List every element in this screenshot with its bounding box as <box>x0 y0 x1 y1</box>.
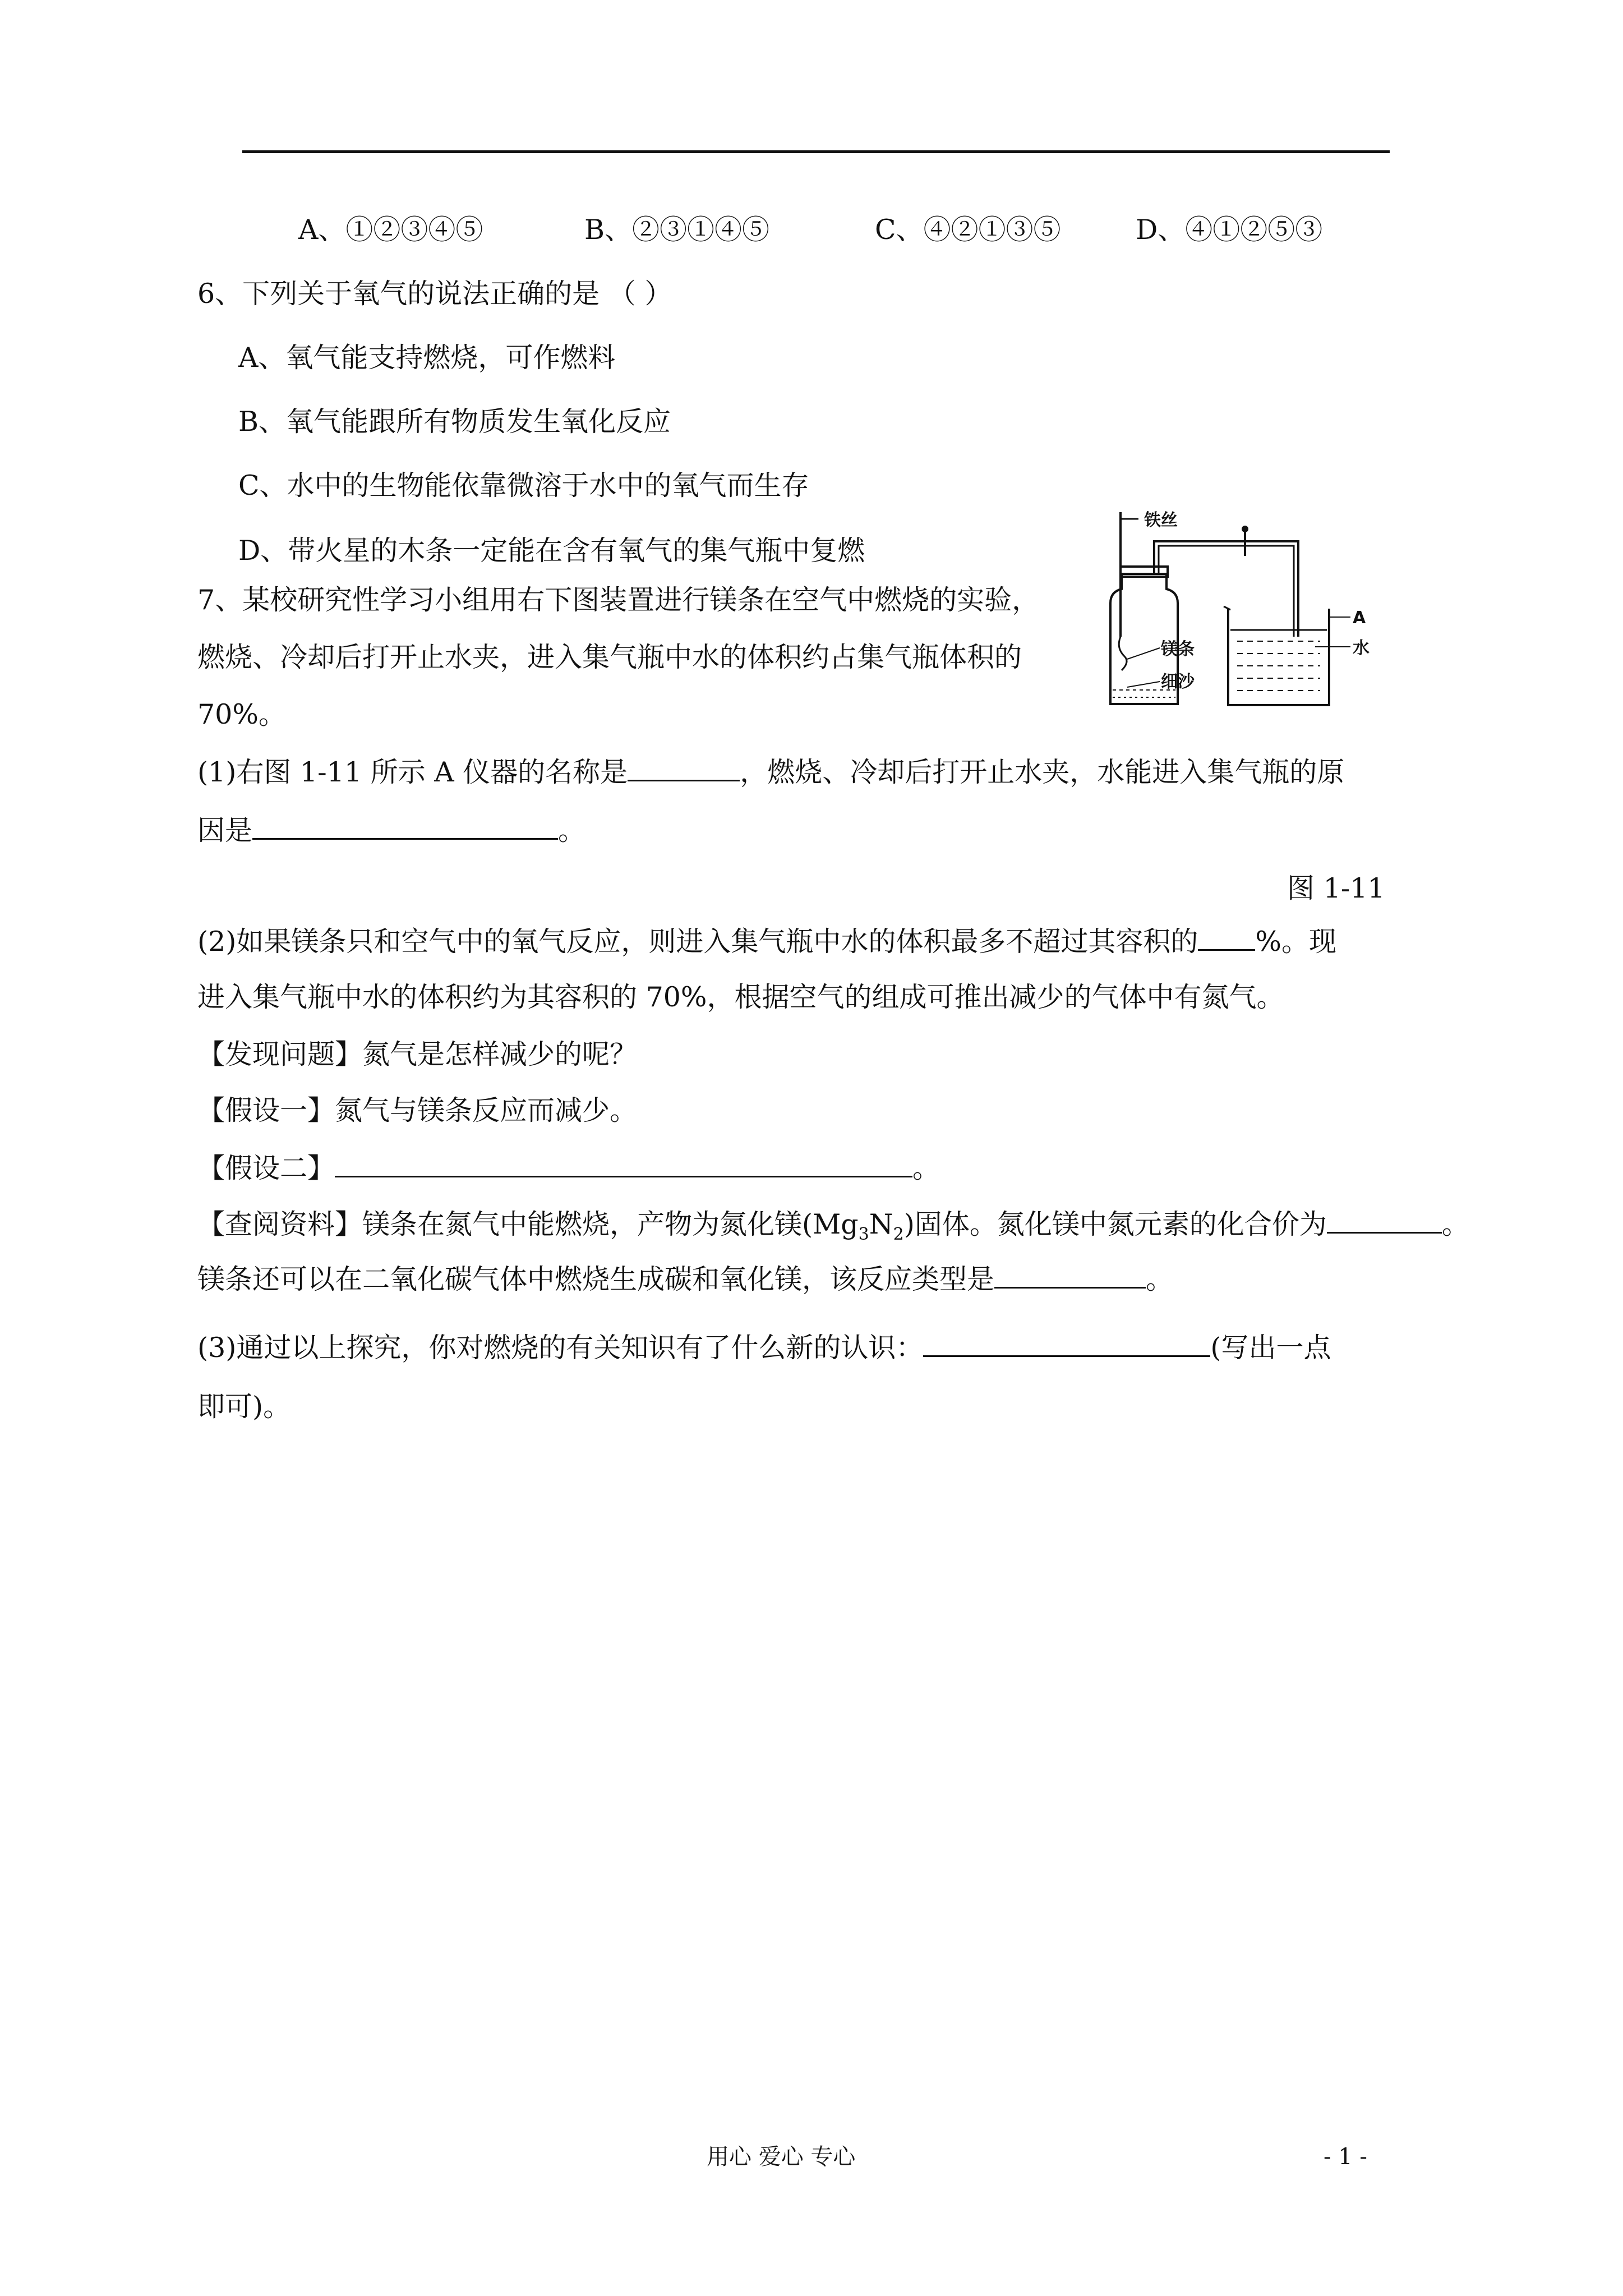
figure-caption: 图 1-11 <box>1287 872 1385 904</box>
hypothesis-2-end: 。 <box>912 1152 940 1184</box>
q7-part2-line-2: 进入集气瓶中水的体积约为其容积的 70%，根据空气的组成可推出减少的气体中有氮气。 <box>197 981 1284 1013</box>
page-number: - 1 - <box>1324 2144 1367 2170</box>
q7-part3-line-1 <box>197 1331 1331 1365</box>
problem-text: 氮气是怎样减少的呢？ <box>362 1038 638 1070</box>
footer-motto: 用心 爱心 专心 <box>707 2144 856 2170</box>
hypothesis-1-text: 氮气与镁条反应而减少。 <box>335 1094 638 1126</box>
q6-option-c: C、水中的生物能依靠微溶于水中的氧气而生存 <box>238 470 809 501</box>
label-water: 水 <box>1353 638 1370 658</box>
reference-line-1 <box>197 1207 1469 1251</box>
q7-part3-text-a: (3)通过以上探究，你对燃烧的有关知识有了什么新的认识： <box>197 1332 924 1364</box>
label-a: A <box>1353 608 1366 628</box>
q6-option-a: A、氧气能支持燃烧，可作燃料 <box>238 342 616 374</box>
problem-line <box>197 1038 637 1071</box>
q6-stem: 6、下列关于氧气的说法正确的是 （ ） <box>197 278 672 310</box>
reference-2-end: 。 <box>1146 1263 1174 1295</box>
label-magnesium: 镁条 <box>1161 639 1195 659</box>
reference-2-text: 镁条还可以在二氧化碳气体中燃烧生成碳和氧化镁，该反应类型是 <box>197 1263 995 1295</box>
reference-text-b: N <box>869 1208 893 1240</box>
hypothesis-2-line <box>197 1151 940 1185</box>
q7-part1-text-a: (1)右图 1-11 所示 A 仪器的名称是 <box>197 756 628 788</box>
reference-subscript-2: 2 <box>893 1224 904 1244</box>
q7-part2-text-b: %。现 <box>1255 926 1336 958</box>
q5-option-a: A、①②③④⑤ <box>298 214 483 246</box>
q7-part1-text-c: 因是 <box>197 815 253 846</box>
q7-part2-line-1 <box>197 924 1336 959</box>
label-sand: 细沙 <box>1161 672 1195 692</box>
q7-part1-line-1 <box>197 755 1344 789</box>
q5-option-b: B、②③①④⑤ <box>584 214 770 246</box>
q7-intro-line-3: 70%。 <box>197 698 286 730</box>
reference-end: 。 <box>1441 1208 1469 1240</box>
q7-part3-line-2: 即可)。 <box>197 1391 291 1423</box>
label-iron-wire: 铁丝 <box>1144 510 1178 530</box>
reference-line-2 <box>197 1262 1173 1296</box>
q7-part1-line-2 <box>197 813 585 848</box>
answer-blank-hypothesis-2[interactable] <box>335 1151 912 1177</box>
apparatus-diagram <box>1094 502 1408 710</box>
hypothesis-2-tag: 【假设二】 <box>197 1152 335 1184</box>
q7-intro-line-2: 燃烧、冷却后打开止水夹，进入集气瓶中水的体积约占集气瓶体积的 <box>197 641 1022 673</box>
q5-option-c: C、④②①③⑤ <box>875 214 1061 246</box>
reference-text-a: 镁条在氮气中能燃烧，产物为氮化镁(Mg <box>362 1208 859 1240</box>
header-rule <box>242 150 1390 153</box>
q7-part1-text-d: 。 <box>558 815 586 846</box>
reference-text-c: )固体。氮化镁中氮元素的化合价为 <box>903 1208 1327 1240</box>
problem-tag: 【发现问题】 <box>197 1038 363 1070</box>
q5-option-d: D、④①②⑤③ <box>1136 214 1323 246</box>
answer-blank-new-understanding[interactable] <box>923 1331 1210 1357</box>
q7-part3-text-b: (写出一点 <box>1210 1332 1331 1364</box>
q7-part2-text-a: (2)如果镁条只和空气中的氧气反应，则进入集气瓶中水的体积最多不超过其容积的 <box>197 926 1198 958</box>
hypothesis-1-tag: 【假设一】 <box>197 1094 335 1126</box>
answer-blank-percent[interactable] <box>1198 924 1255 951</box>
q7-intro-line-1: 7、某校研究性学习小组用右下图装置进行镁条在空气中燃烧的实验， <box>197 584 1040 616</box>
q6-option-d: D、带火星的木条一定能在含有氧气的集气瓶中复燃 <box>238 535 865 567</box>
q6-option-b: B、氧气能跟所有物质发生氧化反应 <box>238 406 671 438</box>
reference-tag: 【查阅资料】 <box>197 1208 363 1240</box>
answer-blank-reason[interactable] <box>252 813 558 840</box>
q7-part1-text-b: ，燃烧、冷却后打开止水夹，水能进入集气瓶的原 <box>740 756 1345 788</box>
answer-blank-reaction-type[interactable] <box>994 1262 1146 1289</box>
hypothesis-1-line <box>197 1094 637 1128</box>
answer-blank-valence[interactable] <box>1327 1207 1442 1234</box>
reference-subscript-3: 3 <box>858 1224 869 1244</box>
answer-blank-instrument-name[interactable] <box>628 755 740 781</box>
apparatus-figure <box>1094 502 1408 710</box>
